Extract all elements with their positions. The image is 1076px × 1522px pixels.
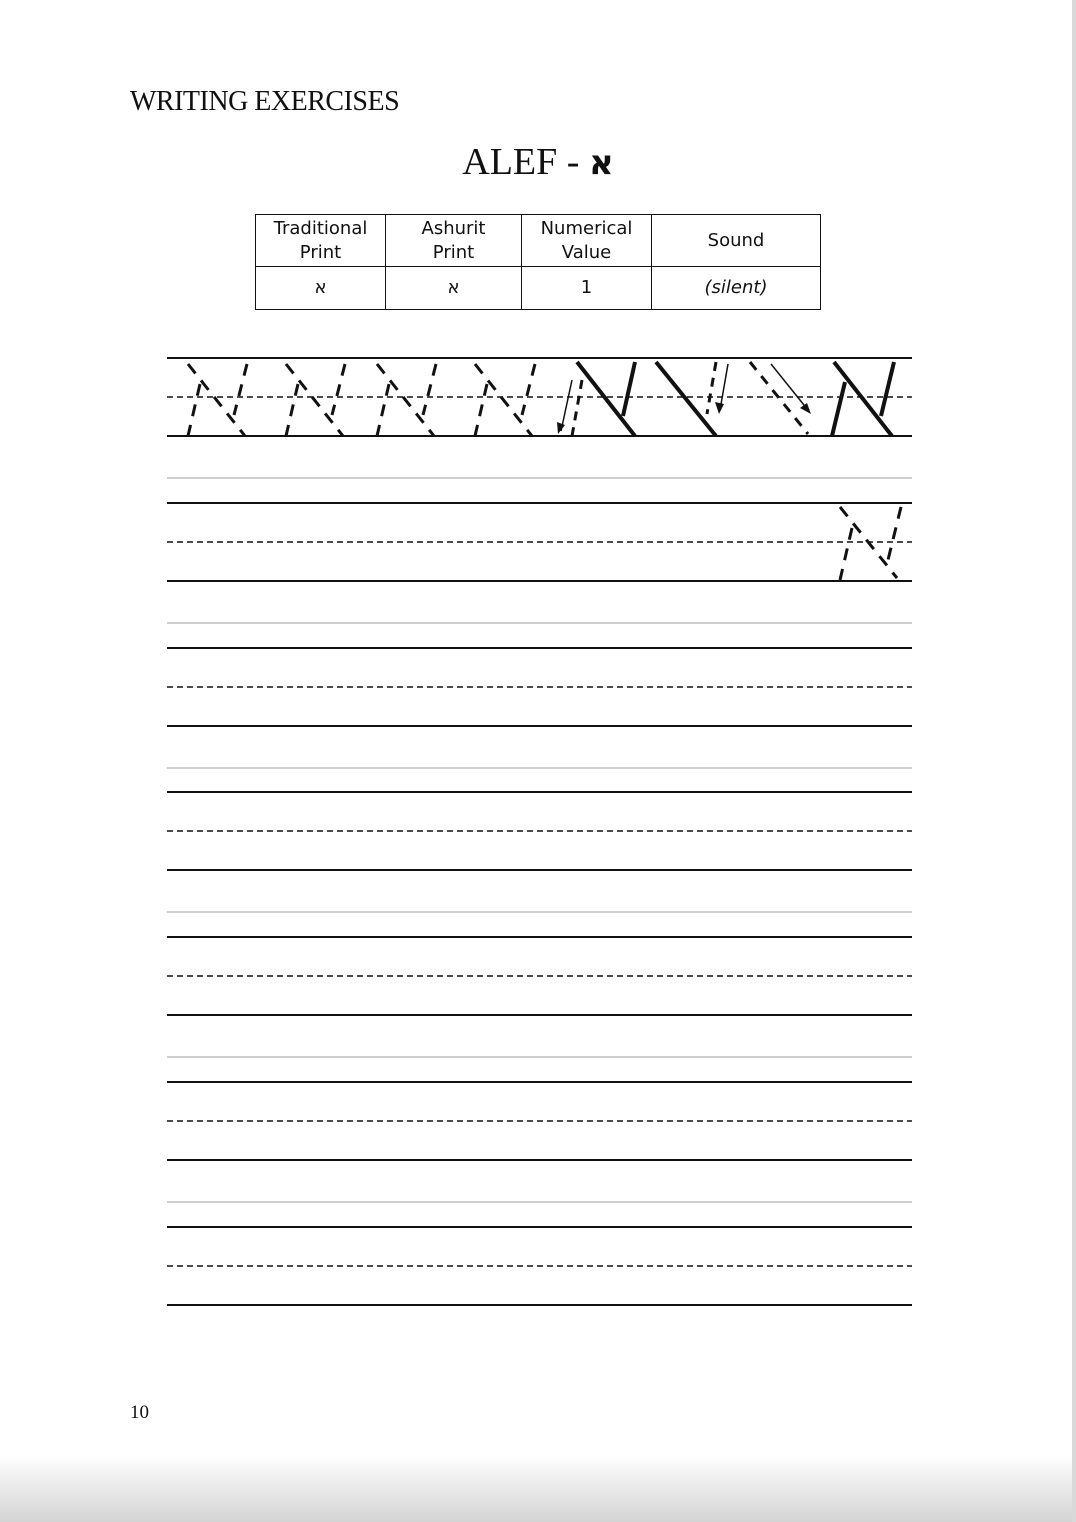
header-line: Numerical: [540, 217, 633, 239]
header-line: Value: [561, 241, 612, 263]
stroke-order-step: [656, 362, 728, 436]
header-line: Print: [432, 241, 475, 263]
ashurit-print-value: א: [386, 267, 522, 310]
header-line: Sound: [707, 229, 765, 251]
dashed-alef-trace: [840, 507, 901, 580]
dashed-alef-trace: [475, 364, 535, 436]
solid-alef-example: [832, 362, 894, 436]
sound-value: (silent): [652, 267, 821, 310]
page-shadow: [0, 1455, 1072, 1522]
arrow-icon: [800, 403, 811, 414]
stroke-order-step: [557, 362, 635, 436]
letter-name: ALEF: [462, 141, 558, 183]
stroke-order-step: [750, 362, 811, 434]
letter-glyph: א: [588, 143, 614, 183]
ruling-lines: [167, 358, 912, 1305]
header-line: Traditional: [273, 217, 368, 239]
dashed-alef-trace: [286, 364, 345, 436]
dashed-alef-trace: [188, 364, 247, 436]
arrow-icon: [557, 422, 565, 434]
page-number: 10: [130, 1402, 149, 1423]
numerical-value: 1: [522, 267, 652, 310]
dashed-alef-trace: [377, 364, 436, 436]
header-line: Ashurit: [421, 217, 486, 239]
traditional-print-value: א: [256, 267, 386, 310]
section-heading: WRITING EXERCISES: [130, 86, 400, 117]
page-edge: [1072, 0, 1076, 1522]
letter-traces: [188, 362, 901, 580]
arrow-icon: [715, 402, 724, 414]
header-line: Print: [299, 241, 342, 263]
title-separator: -: [566, 141, 580, 183]
